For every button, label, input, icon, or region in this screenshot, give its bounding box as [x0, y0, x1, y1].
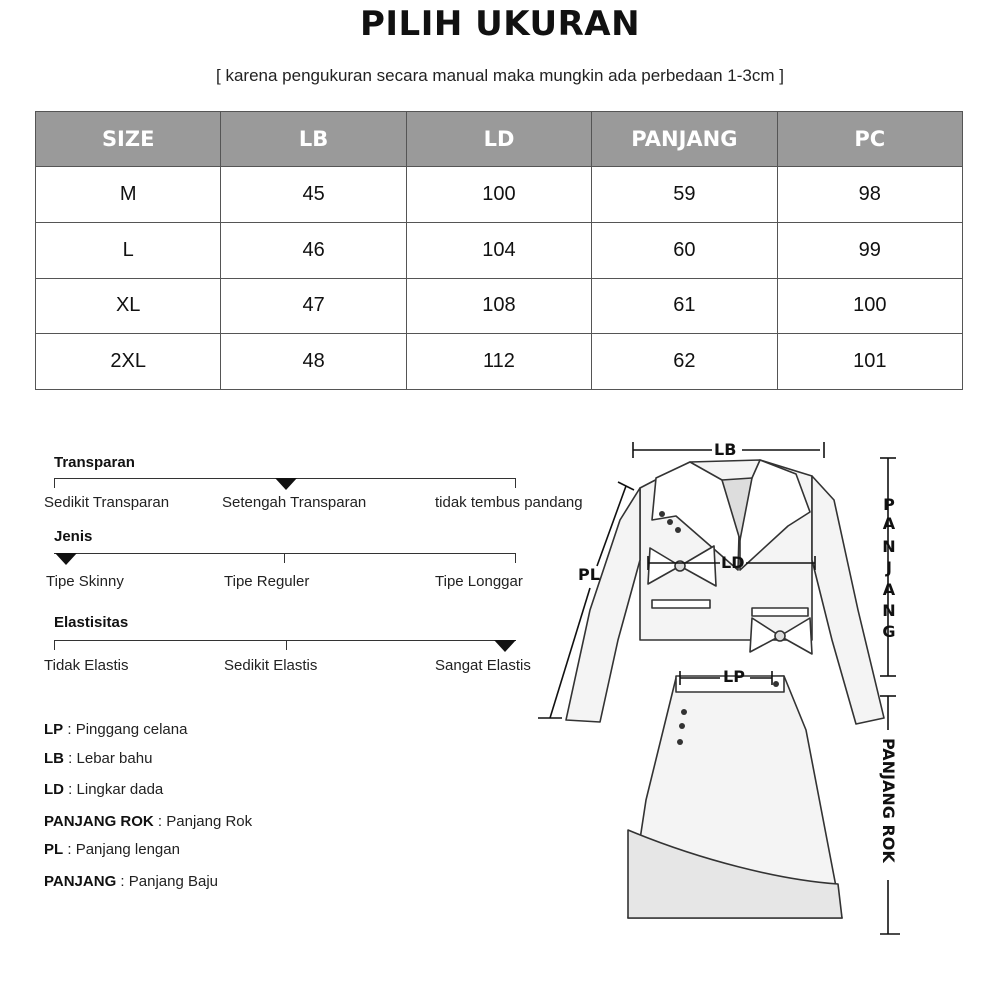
panjang-letter: P	[883, 495, 895, 514]
table-cell: L	[36, 222, 221, 278]
table-cell: 100	[777, 278, 962, 334]
table-cell: 99	[777, 222, 962, 278]
page-title: PILIH UKURAN	[359, 4, 641, 44]
elasticity-option-some: Sedikit Elastis	[224, 657, 318, 674]
panjang-letter: G	[882, 622, 896, 641]
column-header-size: SIZE	[36, 112, 221, 167]
button-dot	[681, 709, 687, 715]
legend-item-panjang-rok: PANJANG ROK : Panjang Rok	[44, 813, 253, 830]
table-cell: 45	[221, 167, 406, 223]
table-cell: 47	[221, 278, 406, 334]
table-cell: 100	[406, 167, 591, 223]
table-cell: 60	[592, 222, 777, 278]
panjang-rok-vertical-label: PANJANG ROK	[879, 738, 898, 863]
button-dot	[667, 519, 673, 525]
ld-diagram-label: LD	[721, 553, 745, 572]
table-cell: 62	[592, 334, 777, 390]
legend-item-pl: PL : Panjang lengan	[44, 841, 180, 858]
measurement-note: [ karena pengukuran secara manual maka mungkin ada perbedaan 1-3cm ]	[216, 66, 784, 85]
button-dot	[677, 739, 683, 745]
fit-type-option-skinny: Tipe Skinny	[46, 573, 124, 590]
panjang-letter: N	[882, 537, 896, 556]
button-dot	[659, 511, 665, 517]
legend-item-panjang: PANJANG : Panjang Baju	[44, 873, 218, 890]
pl-diagram-label: PL	[578, 565, 600, 584]
table-cell: 98	[777, 167, 962, 223]
lb-diagram-label: LB	[714, 440, 737, 459]
jacket-pocket-right	[752, 608, 808, 616]
transparency-option-low: Sedikit Transparan	[44, 494, 170, 511]
pl-tick-top	[618, 482, 634, 490]
panjang-letter: J	[886, 558, 892, 577]
button-dot	[675, 527, 681, 533]
elasticity-option-none: Tidak Elastis	[44, 657, 129, 674]
elasticity-scale-title: Elastisitas	[54, 614, 129, 631]
table-cell: 46	[221, 222, 406, 278]
fit-type-option-loose: Tipe Longgar	[435, 573, 523, 590]
panjang-letter: A	[882, 514, 896, 533]
column-header-lb: LB	[221, 112, 406, 167]
legend-item-ld: LD : Lingkar dada	[44, 781, 164, 798]
table-cell: 61	[592, 278, 777, 334]
table-cell: XL	[36, 278, 221, 334]
transparency-option-mid: Setengah Transparan	[222, 494, 367, 511]
table-cell: M	[36, 167, 221, 223]
fit-type-scale-title: Jenis	[54, 528, 93, 545]
waistband-button	[773, 681, 779, 687]
column-header-panjang: PANJANG	[592, 112, 777, 167]
bow-right-knot	[775, 631, 785, 641]
table-cell: 2XL	[36, 334, 221, 390]
table-cell: 101	[777, 334, 962, 390]
fit-type-option-regular: Tipe Reguler	[224, 573, 310, 590]
table-cell: 59	[592, 167, 777, 223]
table-cell: 112	[406, 334, 591, 390]
column-header-pc: PC	[777, 112, 962, 167]
jacket-pocket-left	[652, 600, 710, 608]
button-dot	[679, 723, 685, 729]
transparency-scale-title: Transparan	[54, 454, 135, 471]
table-cell: 108	[406, 278, 591, 334]
table-cell: 48	[221, 334, 406, 390]
legend-item-lb: LB : Lebar bahu	[44, 750, 153, 767]
table-cell: 104	[406, 222, 591, 278]
legend-item-lp: LP : Pinggang celana	[44, 721, 188, 738]
panjang-letter: N	[882, 601, 896, 620]
elasticity-option-high: Sangat Elastis	[435, 657, 531, 674]
panjang-letter: A	[882, 580, 896, 599]
lp-diagram-label: LP	[723, 667, 745, 686]
column-header-ld: LD	[406, 112, 591, 167]
jacket-right-sleeve-shape	[812, 476, 884, 724]
transparency-option-high: tidak tembus pandang	[435, 494, 583, 511]
jacket-left-sleeve-shape	[566, 488, 640, 722]
